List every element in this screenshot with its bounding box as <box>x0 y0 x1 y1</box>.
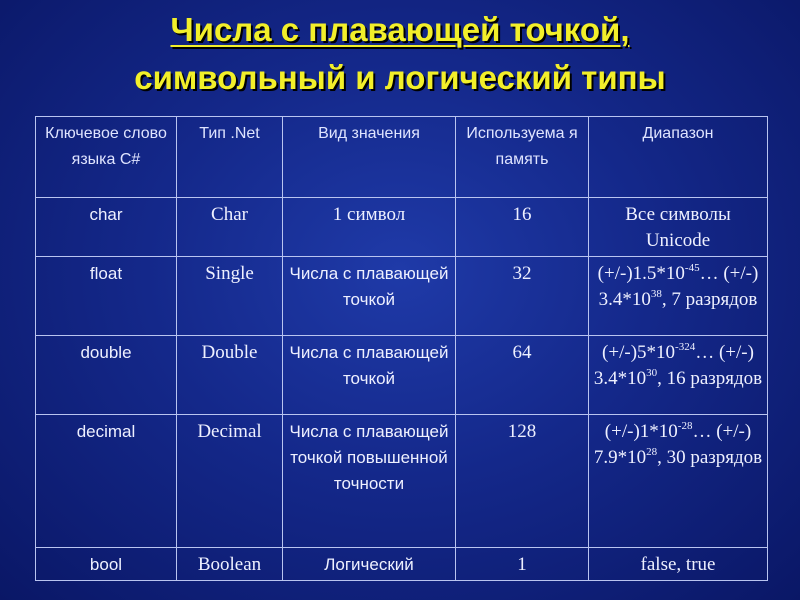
range-max-exponent: 28 <box>646 445 658 458</box>
range-digits: , 7 разрядов <box>661 289 758 310</box>
cell-range <box>589 415 768 548</box>
table-row <box>36 198 768 257</box>
cell-range: false, true <box>589 548 768 581</box>
table-row <box>36 415 768 548</box>
cell-kind: Числа с плавающей точкой <box>283 257 456 336</box>
range-min: (+/-)1*10 <box>604 421 678 442</box>
table-header-row <box>36 117 768 198</box>
header-keyword: Ключевое слово языка C# <box>36 117 177 198</box>
cell-net-type: Single <box>177 257 283 336</box>
range-min-exponent: -28 <box>677 419 693 432</box>
cell-keyword: decimal <box>36 415 177 548</box>
cell-net-type: Decimal <box>177 415 283 548</box>
cell-memory: 16 <box>456 198 589 257</box>
types-table <box>35 116 768 581</box>
range-max: … (+/-) 7.9*10 <box>593 421 752 468</box>
cell-keyword: float <box>36 257 177 336</box>
cell-memory: 32 <box>456 257 589 336</box>
cell-net-type: Char <box>177 198 283 257</box>
title-line-1: Числа с плавающей точкой, <box>170 11 630 48</box>
cell-net-type: Boolean <box>177 548 283 581</box>
range-max: … (+/-) 3.4*10 <box>598 263 759 310</box>
title-line-2: символьный и логический типы <box>134 59 666 96</box>
table-row <box>36 548 768 581</box>
cell-range <box>589 336 768 415</box>
table-row <box>36 336 768 415</box>
header-kind: Вид значения <box>283 117 456 198</box>
cell-kind: 1 символ <box>283 198 456 257</box>
cell-kind: Числа с плавающей точкой <box>283 336 456 415</box>
range-min-exponent: -324 <box>675 340 696 353</box>
header-range: Диапазон <box>589 117 768 198</box>
cell-keyword: double <box>36 336 177 415</box>
cell-memory: 1 <box>456 548 589 581</box>
range-max-exponent: 38 <box>650 287 662 300</box>
cell-memory: 128 <box>456 415 589 548</box>
slide-title <box>0 6 800 102</box>
cell-kind: Логический <box>283 548 456 581</box>
header-memory: Используема я память <box>456 117 589 198</box>
cell-net-type: Double <box>177 336 283 415</box>
cell-kind: Числа с плавающей точкой повышенной точности <box>283 415 456 548</box>
range-digits: , 30 разрядов <box>657 447 763 468</box>
cell-range <box>589 257 768 336</box>
header-net-type: Тип .Net <box>177 117 283 198</box>
range-min-exponent: -45 <box>684 261 700 274</box>
cell-memory: 64 <box>456 336 589 415</box>
cell-range: Все символы Unicode <box>589 198 768 257</box>
range-min: (+/-)1.5*10 <box>597 263 685 284</box>
cell-keyword: char <box>36 198 177 257</box>
range-min: (+/-)5*10 <box>602 342 676 363</box>
range-digits: , 16 разрядов <box>657 368 763 389</box>
range-max: … (+/-) 3.4*10 <box>593 342 754 389</box>
range-max-exponent: 30 <box>646 366 658 379</box>
cell-keyword: bool <box>36 548 177 581</box>
table-row <box>36 257 768 336</box>
